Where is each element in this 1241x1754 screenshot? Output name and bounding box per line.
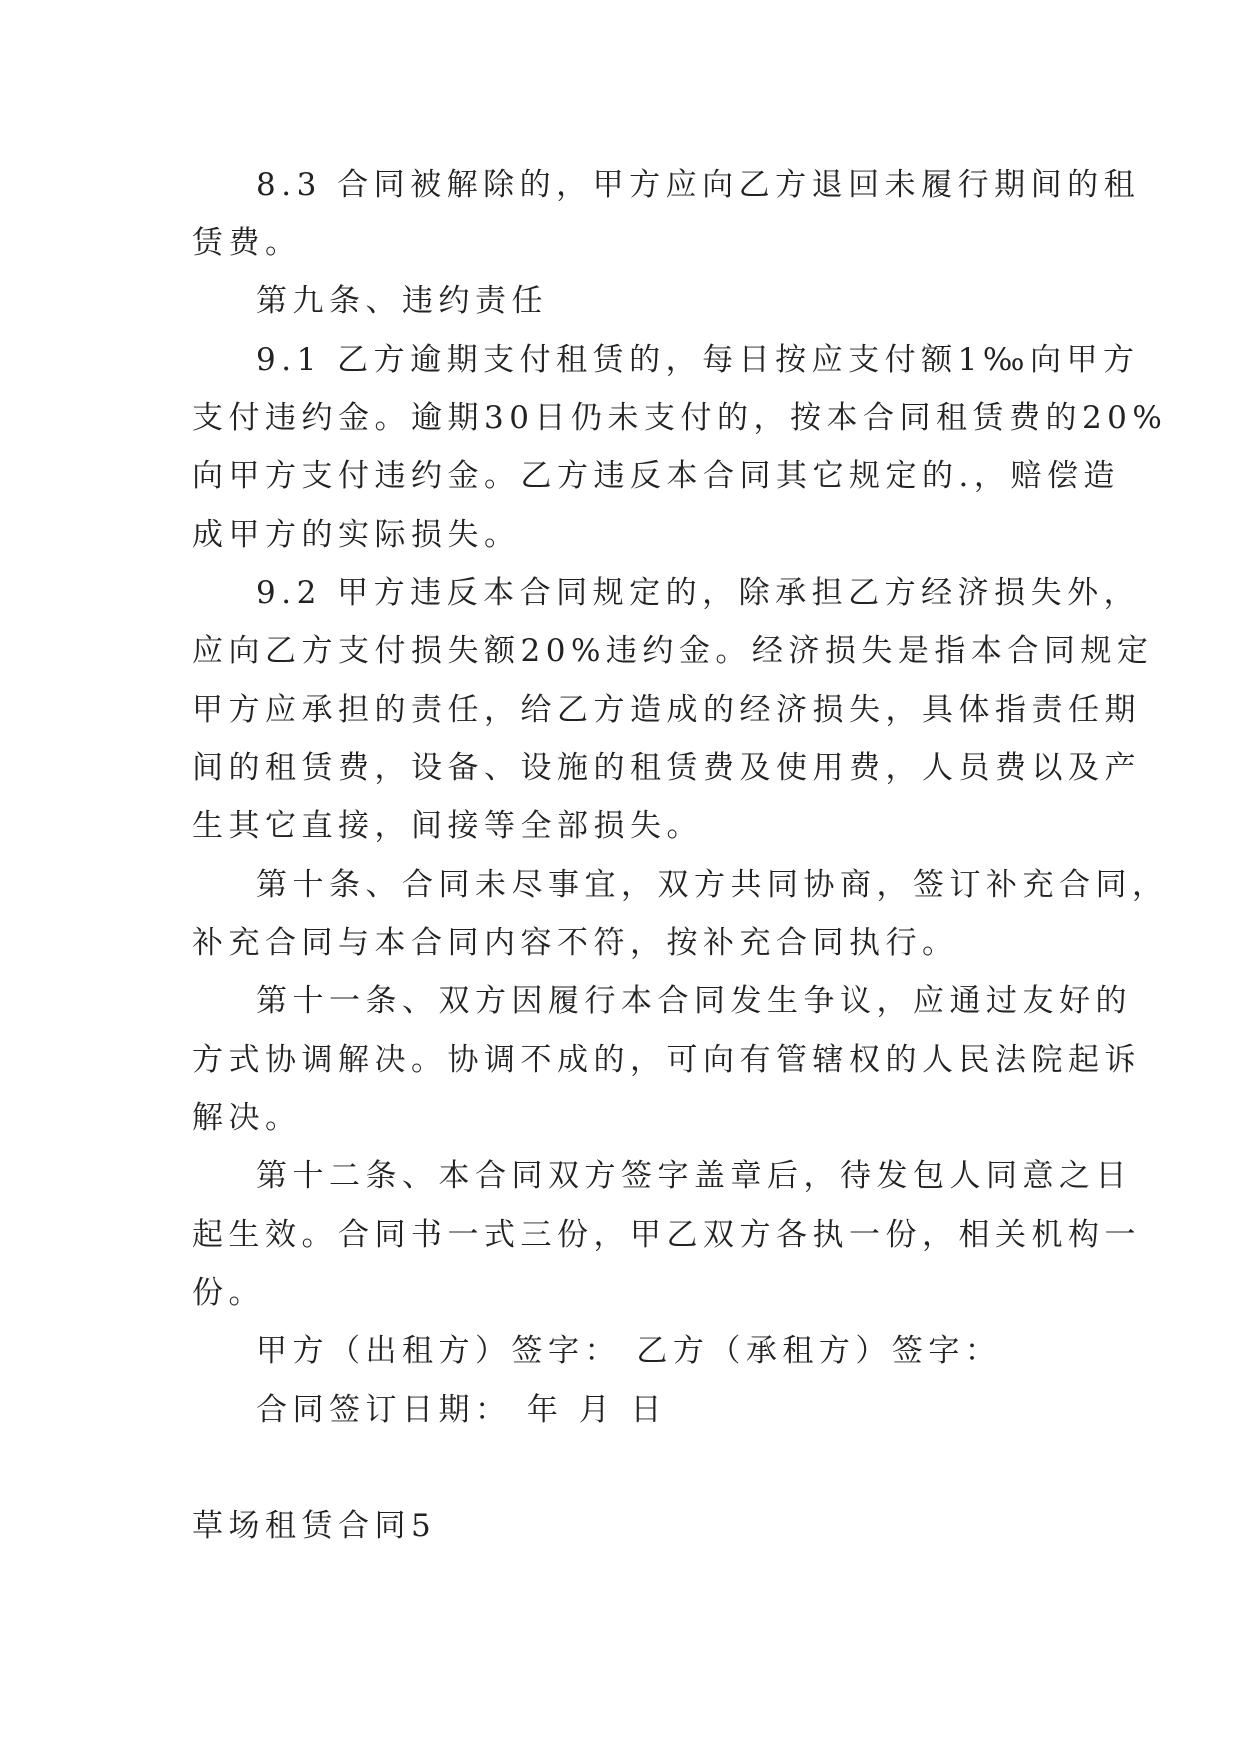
paragraph-9-1-line-3: 向甲方支付违约金。乙方违反本合同其它规定的.，赔偿造	[192, 458, 1120, 494]
article-12-line-1: 第十二条、本合同双方签字盖章后，待发包人同意之日	[256, 1158, 1132, 1194]
paragraph-8-3-line-2: 赁费。	[192, 225, 302, 261]
article-11-line-3: 解决。	[192, 1100, 302, 1136]
article-10-line-2: 补充合同与本合同内容不符，按补充合同执行。	[192, 925, 959, 961]
signing-date-line: 合同签订日期： 年 月 日	[256, 1392, 668, 1428]
article-12-line-2: 起生效。合同书一式三份，甲乙双方各执一份，相关机构一	[192, 1217, 1141, 1253]
paragraph-9-2-line-5: 生其它直接，间接等全部损失。	[192, 808, 703, 844]
paragraph-9-1-line-1: 9.1 乙方逾期支付租赁的，每日按应支付额1‰向甲方	[256, 342, 1140, 378]
article-11-line-2: 方式协调解决。协调不成的，可向有管辖权的人民法院起诉	[192, 1042, 1141, 1078]
paragraph-9-2-line-1: 9.2 甲方违反本合同规定的，除承担乙方经济损失外，	[256, 575, 1141, 611]
paragraph-9-2-line-3: 甲方应承担的责任，给乙方造成的经济损失，具体指责任期	[192, 692, 1141, 728]
article-11-line-1: 第十一条、双方因履行本合同发生争议，应通过友好的	[256, 983, 1132, 1019]
next-section-title: 草场租赁合同5	[192, 1508, 437, 1544]
article-9-heading: 第九条、违约责任	[256, 283, 548, 319]
article-10-line-1: 第十条、合同未尽事宜，双方共同协商，签订补充合同，	[256, 867, 1169, 903]
paragraph-9-2-line-2: 应向乙方支付损失额20%违约金。经济损失是指本合同规定	[192, 633, 1154, 669]
paragraph-9-2-line-4: 间的租赁费，设备、设施的租赁费及使用费，人员费以及产	[192, 750, 1141, 786]
article-12-line-3: 份。	[192, 1275, 265, 1311]
paragraph-8-3-line-1: 8.3 合同被解除的，甲方应向乙方退回未履行期间的租	[256, 167, 1141, 203]
signature-line: 甲方（出租方）签字： 乙方（承租方）签字：	[256, 1333, 1002, 1369]
paragraph-9-1-line-4: 成甲方的实际损失。	[192, 517, 521, 553]
paragraph-9-1-line-2: 支付违约金。逾期30日仍未支付的，按本合同租赁费的20%	[192, 400, 1168, 436]
